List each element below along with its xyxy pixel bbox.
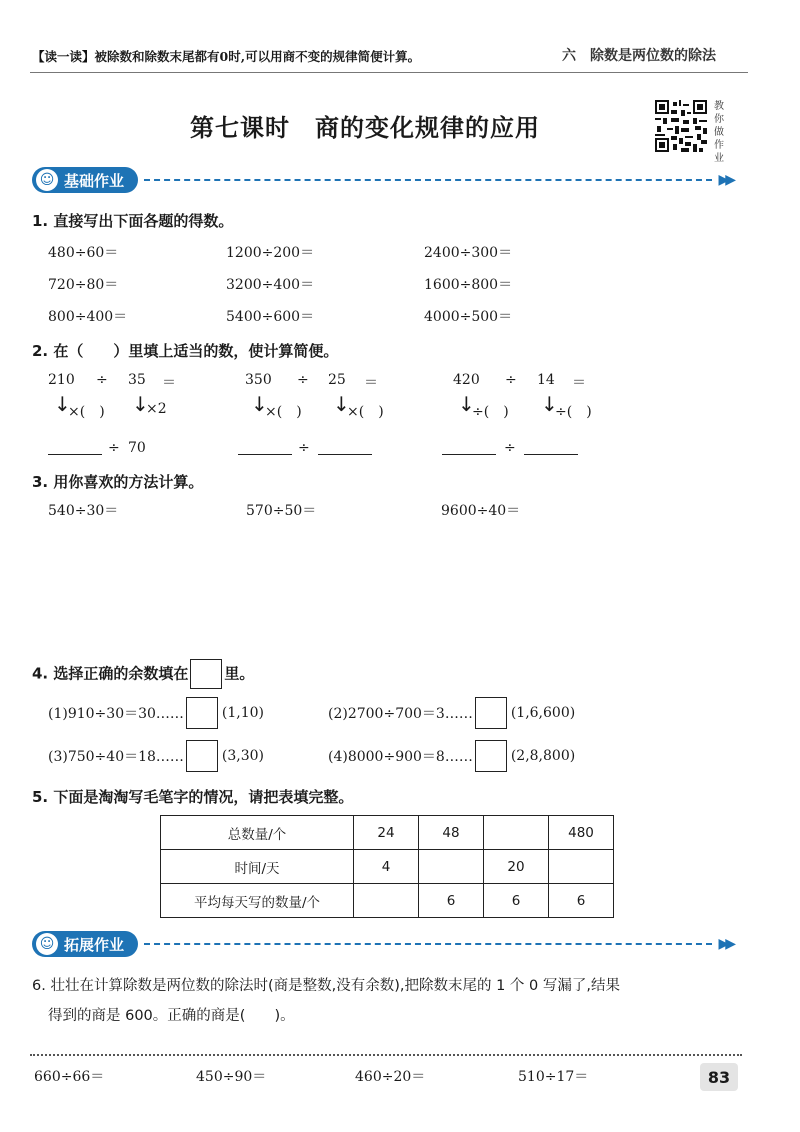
qr-code-icon[interactable] xyxy=(655,100,707,152)
q3-item: 570÷50＝ xyxy=(246,503,317,519)
extend-homework-banner xyxy=(32,930,732,958)
q1-item: 5400÷600＝ xyxy=(226,309,315,325)
q2-title: 2. 在（ ）里填上适当的数，使计算简便。 xyxy=(32,342,339,360)
q2-right-op: ×( ) xyxy=(347,404,384,420)
q2-divisor: 14 xyxy=(537,372,555,388)
extend-homework-label: 拓展作业 xyxy=(64,935,125,954)
q2-divisor: 25 xyxy=(328,372,346,388)
q2-operator: ÷ xyxy=(504,440,516,456)
down-arrow-icon: ↓ xyxy=(541,392,558,416)
q4-expr: (1)910÷30＝30…… xyxy=(48,706,184,722)
answer-box[interactable] xyxy=(186,697,218,729)
footer-divider xyxy=(30,1054,742,1056)
footer-item: 660÷66＝ xyxy=(34,1069,105,1085)
table-row xyxy=(161,884,614,918)
banner-dashed-line xyxy=(144,179,712,181)
q1-item: 3200÷400＝ xyxy=(226,277,315,293)
reading-tip xyxy=(32,47,420,65)
q1-item: 2400÷300＝ xyxy=(424,245,513,261)
double-arrow-icon: ▶▶ xyxy=(718,936,732,952)
table-cell: 20 xyxy=(484,850,549,884)
q2-equals: ＝ xyxy=(162,375,176,391)
table-row-header: 平均每天写的数量/个 xyxy=(161,884,354,918)
down-arrow-icon: ↓ xyxy=(333,392,350,416)
double-arrow-icon: ▶▶ xyxy=(718,172,732,188)
down-arrow-icon: ↓ xyxy=(458,392,475,416)
q2-dividend: 210 xyxy=(48,372,75,388)
q2-result-divisor: 70 xyxy=(128,440,146,456)
basic-homework-banner xyxy=(32,166,732,194)
tip-text: 被除数和除数末尾都有0时,可以用商不变的规律简便计算。 xyxy=(94,49,421,64)
table-cell[interactable] xyxy=(549,850,614,884)
q4-example-box xyxy=(190,659,222,689)
answer-blank[interactable] xyxy=(524,440,578,455)
q2-dividend: 420 xyxy=(453,372,480,388)
table-cell: 24 xyxy=(354,816,419,850)
answer-blank[interactable] xyxy=(442,440,496,455)
answer-box[interactable] xyxy=(186,740,218,772)
q4-expr: (4)8000÷900＝8…… xyxy=(328,749,473,765)
down-arrow-icon: ↓ xyxy=(251,392,268,416)
q6-line1: 6. 壮壮在计算除数是两位数的除法时(商是整数,没有余数),把除数末尾的 1 个 0 写漏了,结果 xyxy=(32,978,620,994)
footer-item: 510÷17＝ xyxy=(518,1069,589,1085)
q2-operator: ÷ xyxy=(108,440,120,456)
tip-label: 【读一读】 xyxy=(32,49,95,64)
q4-item xyxy=(328,740,575,772)
q1-item: 1200÷200＝ xyxy=(226,245,315,261)
basic-homework-label: 基础作业 xyxy=(64,171,125,190)
page-number: 83 xyxy=(700,1063,738,1091)
q3-item: 9600÷40＝ xyxy=(441,503,521,519)
q1-item: 720÷80＝ xyxy=(48,277,119,293)
footer-item: 460÷20＝ xyxy=(355,1069,426,1085)
basic-homework-pill xyxy=(32,167,138,193)
down-arrow-icon: ↓ xyxy=(54,392,71,416)
q6-line2: 得到的商是 600。正确的商是( )。 xyxy=(48,1008,295,1024)
chapter-title: 六 除数是两位数的除法 xyxy=(562,48,716,64)
q4-item xyxy=(48,697,264,729)
table-cell[interactable] xyxy=(484,816,549,850)
q2-dividend: 350 xyxy=(245,372,272,388)
q4-item xyxy=(48,740,264,772)
q2-left-op: ×( ) xyxy=(68,404,105,420)
answer-blank[interactable] xyxy=(48,440,102,455)
q3-title: 3. 用你喜欢的方法计算。 xyxy=(32,473,204,491)
q4-title xyxy=(32,659,254,689)
q2-left-op: ×( ) xyxy=(265,404,302,420)
q4-item xyxy=(328,697,575,729)
q2-right-op: ×2 xyxy=(146,401,167,417)
lightbulb-icon: ☺ xyxy=(36,933,58,955)
q4-options: (1,6,600) xyxy=(510,705,576,721)
answer-box[interactable] xyxy=(475,740,507,772)
q4-expr: (3)750÷40＝18…… xyxy=(48,749,184,765)
writing-table xyxy=(160,815,614,918)
table-cell: 6 xyxy=(419,884,484,918)
answer-blank[interactable] xyxy=(318,440,372,455)
table-row xyxy=(161,816,614,850)
qr-caption: 教你做作业 xyxy=(714,101,724,164)
down-arrow-icon: ↓ xyxy=(132,392,149,416)
table-row xyxy=(161,850,614,884)
q1-item: 1600÷800＝ xyxy=(424,277,513,293)
q1-item: 800÷400＝ xyxy=(48,309,128,325)
q4-title-pre: 4. 选择正确的余数填在 xyxy=(32,664,189,683)
q4-options: (3,30) xyxy=(221,748,265,764)
banner-dashed-line xyxy=(144,943,712,945)
table-cell: 6 xyxy=(484,884,549,918)
answer-box[interactable] xyxy=(475,697,507,729)
q2-operator: ÷ xyxy=(298,440,310,456)
table-cell: 48 xyxy=(419,816,484,850)
q2-equals: ＝ xyxy=(572,375,586,391)
footer-item: 450÷90＝ xyxy=(196,1069,267,1085)
q1-item: 480÷60＝ xyxy=(48,245,119,261)
q1-item: 4000÷500＝ xyxy=(424,309,513,325)
extend-homework-pill xyxy=(32,931,138,957)
table-cell[interactable] xyxy=(354,884,419,918)
q2-operator: ÷ xyxy=(96,372,108,388)
q2-equals: ＝ xyxy=(364,375,378,391)
q2-left-op: ÷( ) xyxy=(472,404,509,420)
header-divider xyxy=(30,72,748,73)
q5-title: 5. 下面是淘淘写毛笔字的情况，请把表填完整。 xyxy=(32,788,354,806)
table-cell: 480 xyxy=(549,816,614,850)
q2-operator: ÷ xyxy=(297,372,309,388)
q1-title: 1. 直接写出下面各题的得数。 xyxy=(32,212,234,230)
q2-divisor: 35 xyxy=(128,372,146,388)
table-row-header: 时间/天 xyxy=(161,850,354,884)
q2-operator: ÷ xyxy=(505,372,517,388)
table-cell[interactable] xyxy=(419,850,484,884)
table-cell: 4 xyxy=(354,850,419,884)
q4-title-post: 里。 xyxy=(224,664,255,683)
answer-blank[interactable] xyxy=(238,440,292,455)
q2-right-op: ÷( ) xyxy=(555,404,592,420)
table-row-header: 总数量/个 xyxy=(161,816,354,850)
q3-item: 540÷30＝ xyxy=(48,503,119,519)
page-title: 第七课时 商的变化规律的应用 xyxy=(190,114,540,142)
q4-expr: (2)2700÷700＝3…… xyxy=(328,706,473,722)
lightbulb-icon: ☺ xyxy=(36,169,58,191)
table-cell: 6 xyxy=(549,884,614,918)
q4-options: (1,10) xyxy=(221,705,265,721)
q4-options: (2,8,800) xyxy=(510,748,576,764)
